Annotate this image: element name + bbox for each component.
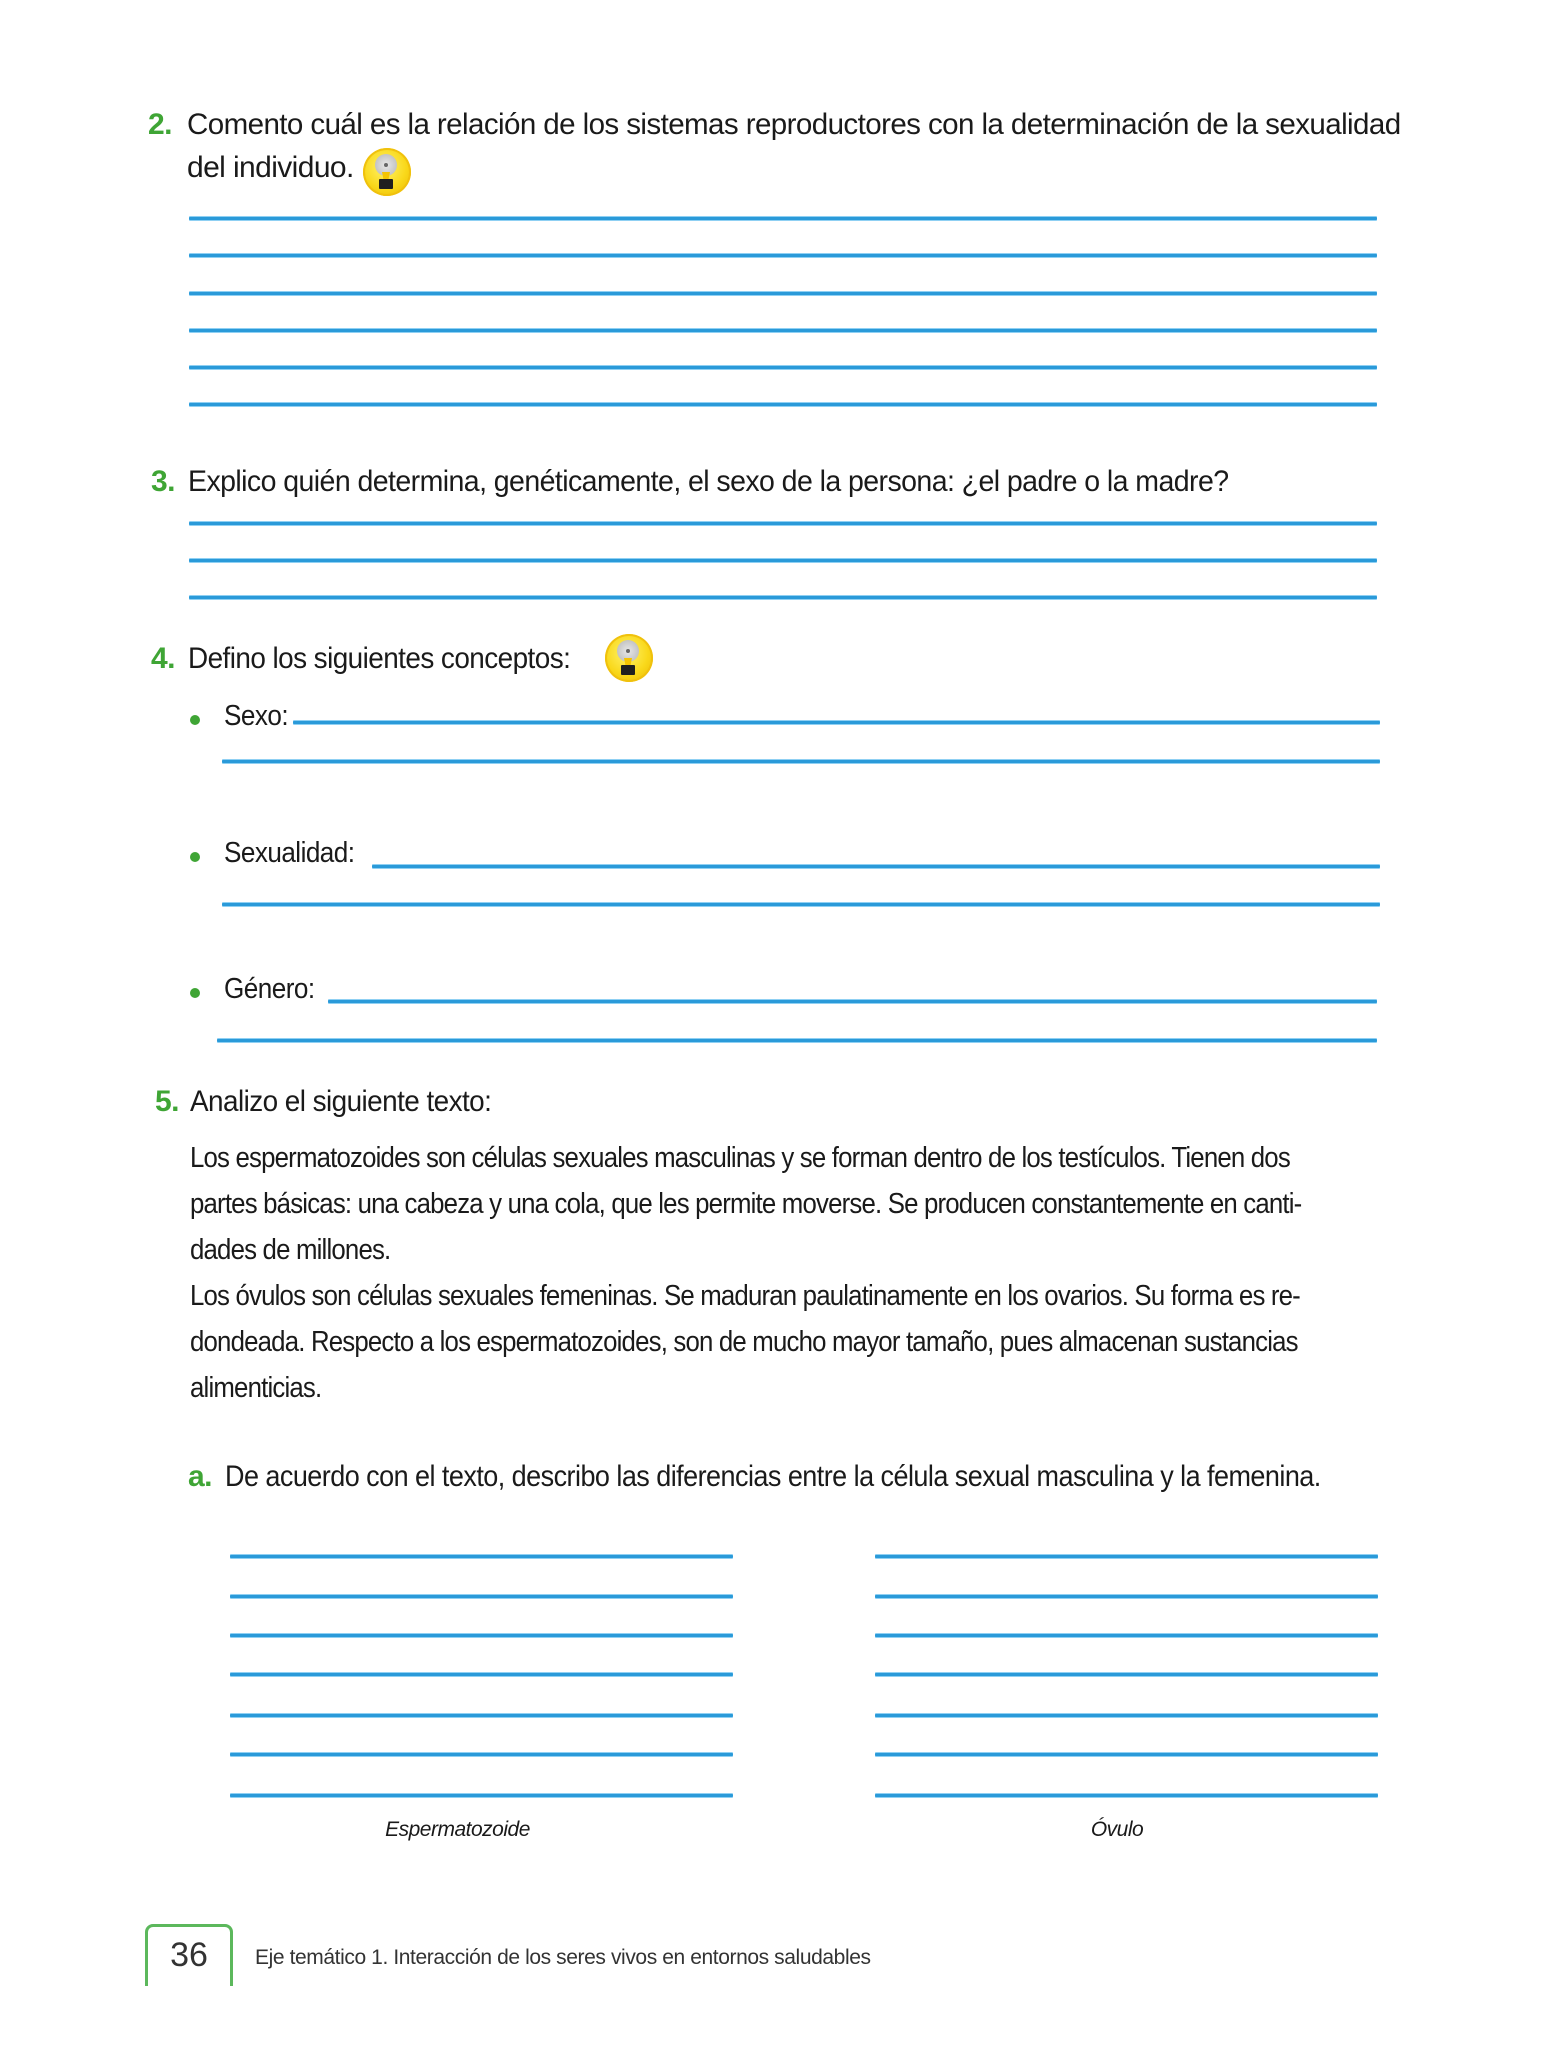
- lightbulb-icon: [363, 148, 411, 196]
- question-text: Defino los siguientes conceptos:: [188, 642, 571, 675]
- answer-line[interactable]: [875, 1673, 1378, 1676]
- page-number: 36: [170, 1936, 208, 1974]
- answer-line[interactable]: [230, 1673, 733, 1676]
- question-text: Explico quién determina, genéticamente, el sexo de la persona: ¿el padre o la madre?: [188, 465, 1229, 498]
- answer-line[interactable]: [230, 1794, 733, 1797]
- answer-line[interactable]: [230, 1753, 733, 1756]
- answer-line[interactable]: [189, 596, 1377, 599]
- answer-line[interactable]: [875, 1714, 1378, 1717]
- passage-line: dondeada. Respecto a los espermatozoides, son de mucho mayor tamaño, pues almacenan sustancias: [190, 1326, 1298, 1358]
- answer-line[interactable]: [189, 292, 1377, 295]
- answer-line[interactable]: [189, 254, 1377, 257]
- answer-line[interactable]: [189, 403, 1377, 406]
- passage-line: dades de millones.: [190, 1234, 391, 1266]
- answer-line[interactable]: [189, 559, 1377, 562]
- question-number: 2.: [148, 108, 172, 141]
- bullet-icon: [190, 852, 200, 862]
- page-number-box: [145, 1924, 233, 1986]
- answer-line[interactable]: [875, 1634, 1378, 1637]
- concept-label-sexo: Sexo:: [224, 700, 289, 732]
- question-number: 3.: [151, 465, 175, 498]
- answer-line[interactable]: [875, 1794, 1378, 1797]
- footer-chapter-title: Eje temático 1. Interacción de los seres vivos en entornos saludables: [255, 1946, 871, 1969]
- question-text-continued: del individuo.: [187, 151, 354, 184]
- concept-label-genero: Género:: [224, 973, 315, 1005]
- answer-line[interactable]: [189, 522, 1377, 525]
- question-text: Analizo el siguiente texto:: [190, 1085, 492, 1118]
- concept-label-sexualidad: Sexualidad:: [224, 837, 355, 869]
- answer-line[interactable]: [189, 217, 1377, 220]
- reading-passage: [190, 1135, 1380, 1411]
- answer-line[interactable]: [189, 366, 1377, 369]
- column-label: Óvulo: [1090, 1818, 1144, 1841]
- subquestion-text: De acuerdo con el texto, describo las diferencias entre la célula sexual masculina y la femenina.: [225, 1460, 1321, 1493]
- answer-line[interactable]: [222, 903, 1380, 906]
- subquestion-letter: a.: [188, 1460, 212, 1493]
- answer-line[interactable]: [328, 1000, 1377, 1003]
- passage-line: alimenticias.: [190, 1372, 322, 1404]
- answer-line[interactable]: [230, 1555, 733, 1558]
- answer-line[interactable]: [230, 1634, 733, 1637]
- question-number: 5.: [155, 1085, 179, 1118]
- answer-line[interactable]: [293, 721, 1380, 724]
- answer-line[interactable]: [222, 760, 1380, 763]
- answer-line[interactable]: [230, 1595, 733, 1598]
- bullet-icon: [190, 988, 200, 998]
- passage-line: Los espermatozoides son células sexuales masculinas y se forman dentro de los testículos. Tienen dos: [190, 1142, 1290, 1174]
- answer-line[interactable]: [875, 1753, 1378, 1756]
- answer-line[interactable]: [217, 1039, 1377, 1042]
- answer-line[interactable]: [875, 1555, 1378, 1558]
- passage-line: partes básicas: una cabeza y una cola, que les permite moverse. Se producen constantemente en canti-: [190, 1188, 1302, 1220]
- column-label: Espermatozoide: [385, 1818, 530, 1841]
- passage-line: Los óvulos son células sexuales femeninas. Se maduran paulatinamente en los ovarios. Su forma es re-: [190, 1280, 1300, 1312]
- question-text: Comento cuál es la relación de los sistemas reproductores con la determinación de la sexualidad: [187, 108, 1401, 141]
- question-number: 4.: [151, 642, 175, 675]
- lightbulb-icon: [605, 634, 653, 682]
- answer-line[interactable]: [189, 329, 1377, 332]
- answer-line[interactable]: [372, 865, 1380, 868]
- bullet-icon: [190, 715, 200, 725]
- answer-line[interactable]: [230, 1714, 733, 1717]
- answer-line[interactable]: [875, 1595, 1378, 1598]
